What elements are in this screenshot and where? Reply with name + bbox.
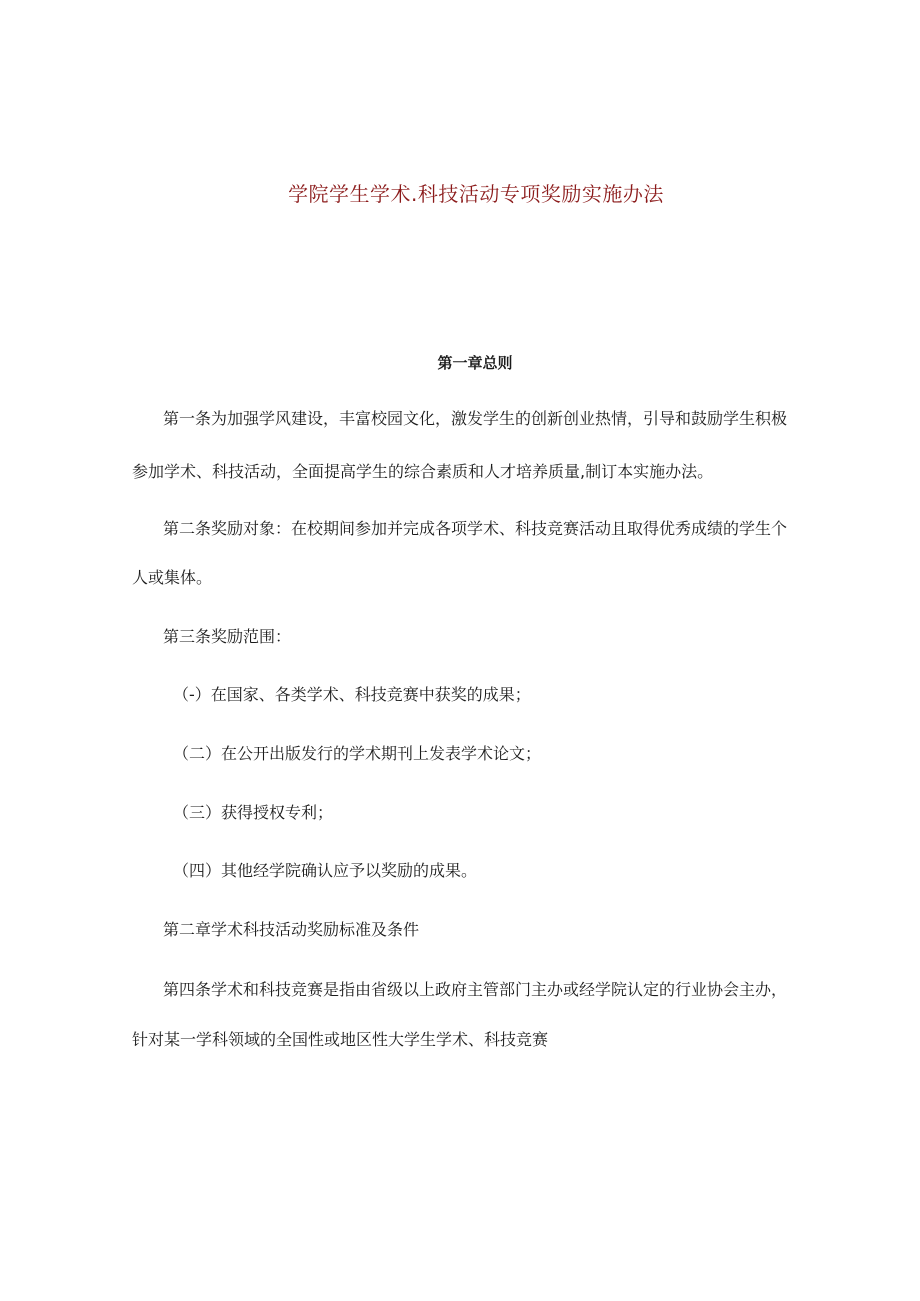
chapter-1-heading: 第一章总则	[437, 354, 513, 372]
article-2-line-2: 人或集体。	[132, 568, 213, 587]
scope-item-3: （三）获得授权专利；	[173, 803, 334, 822]
scope-item-1: （-）在国家、各类学术、科技竞赛中获奖的成果；	[173, 685, 531, 704]
document-title: 学院学生学术.科技活动专项奖励实施办法	[288, 182, 664, 206]
article-1-line-2: 参加学术、科技活动，全面提高学生的综合素质和人才培养质量,制订本实施办法。	[132, 462, 714, 481]
scope-item-4: （四）其他经学院确认应予以奖励的成果。	[173, 861, 478, 880]
article-3-text: 第三条奖励范围：	[163, 627, 292, 646]
article-2-line-1: 第二条奖励对象：在校期间参加并完成各项学术、科技竞赛活动且取得优秀成绩的学生个	[163, 519, 788, 538]
article-4-line-1: 第四条学术和科技竞赛是指由省级以上政府主管部门主办或经学院认定的行业协会主办，	[163, 980, 788, 999]
chapter-2-heading: 第二章学术科技活动奖励标准及条件	[163, 920, 420, 939]
article-1-line-1: 第一条为加强学风建设，丰富校园文化，激发学生的创新创业热情，引导和鼓励学生积极	[163, 409, 788, 428]
scope-item-2: （二）在公开出版发行的学术期刊上发表学术论文；	[173, 744, 542, 763]
article-4-line-2: 针对某一学科领域的全国性或地区性大学生学术、科技竞赛	[132, 1030, 549, 1049]
